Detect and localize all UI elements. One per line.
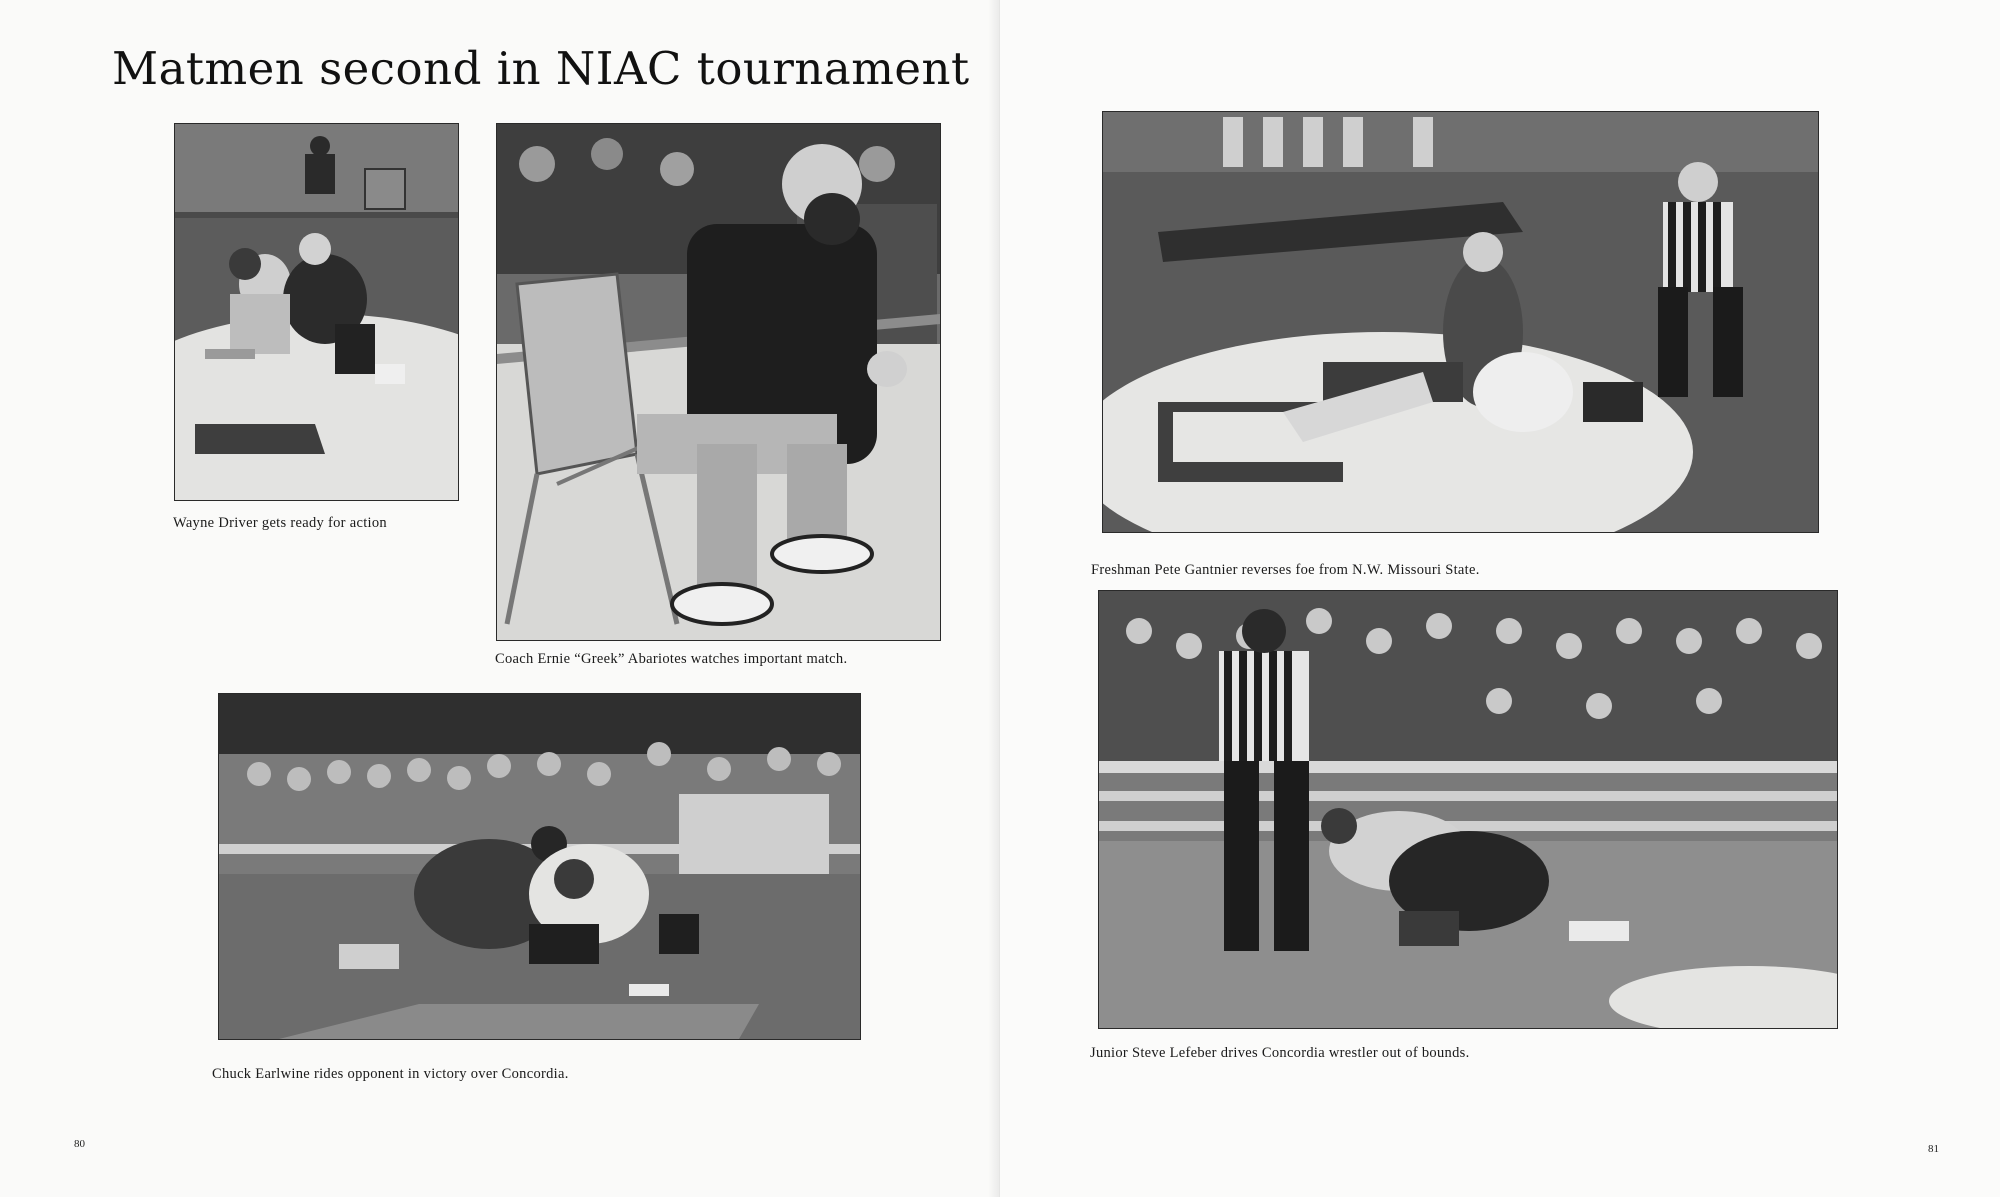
page-number-right: 81 — [1928, 1143, 1939, 1155]
photo-pete-gantnier — [1102, 111, 1819, 533]
caption-wayne-driver: Wayne Driver gets ready for action — [173, 515, 387, 531]
right-page — [1000, 0, 2000, 1197]
caption-coach-abariotes: Coach Ernie “Greek” Abariotes watches important match. — [495, 651, 848, 667]
photo-chuck-earlwine — [218, 693, 861, 1040]
photo-wayne-driver — [174, 123, 459, 501]
photo-out-of-bounds-illustration — [1099, 591, 1837, 1028]
page-headline: Matmen second in NIAC tournament — [112, 42, 970, 95]
photo-reversal-illustration — [1103, 112, 1818, 532]
photo-coach-abariotes — [496, 123, 941, 641]
photo-crowd-wrestlers-illustration — [219, 694, 860, 1039]
caption-steve-lefeber: Junior Steve Lefeber drives Concordia wrestler out of bounds. — [1090, 1045, 1470, 1061]
photo-coach-illustration — [497, 124, 940, 640]
photo-steve-lefeber — [1098, 590, 1838, 1029]
caption-chuck-earlwine: Chuck Earlwine rides opponent in victory over Concordia. — [212, 1066, 569, 1082]
caption-pete-gantnier: Freshman Pete Gantnier reverses foe from N.W. Missouri State. — [1091, 562, 1480, 578]
page-number-left: 80 — [74, 1138, 85, 1150]
photo-wrestlers-illustration — [175, 124, 458, 500]
